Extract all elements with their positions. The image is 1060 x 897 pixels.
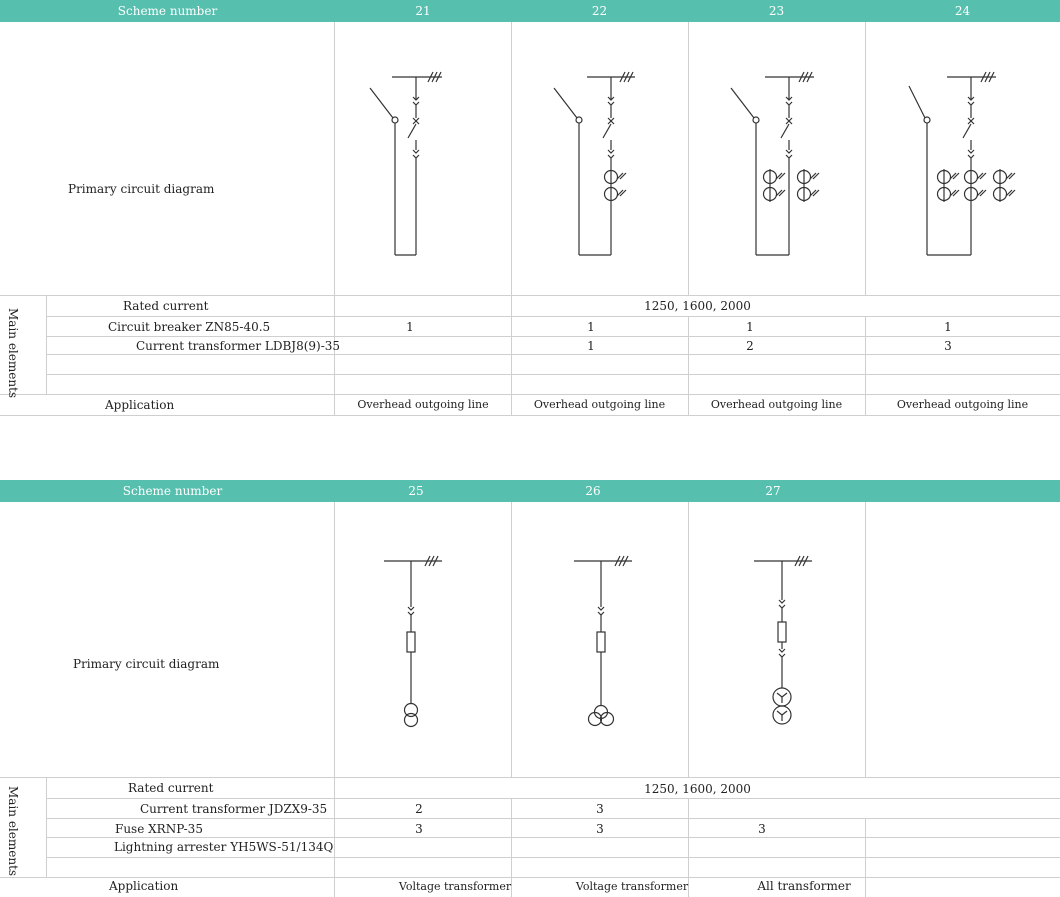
rated-current-label: Rated current — [128, 781, 214, 795]
application-value: Overhead outgoing line — [357, 398, 489, 411]
application-value: Overhead outgoing line — [533, 398, 666, 411]
scheme-number-26: 26 — [585, 484, 601, 498]
row-value: 1 — [587, 320, 595, 334]
scheme-table-2 — [0, 480, 1060, 897]
row-label-current-transformer: Current transformer JDZX9-35 — [140, 802, 328, 816]
row-value: 3 — [758, 822, 766, 836]
row-value: 2 — [746, 339, 754, 353]
row-value: 2 — [415, 802, 423, 816]
scheme-number-25: 25 — [408, 484, 424, 498]
header-label: Scheme number — [117, 4, 218, 18]
circuit-diagram-25 — [370, 552, 450, 732]
application-value: Voltage transformer — [575, 880, 689, 893]
application-value: All transformer — [757, 879, 851, 893]
circuit-diagram-26 — [560, 552, 640, 732]
application-value: Voltage transformer — [398, 880, 512, 893]
row-label-fuse: Fuse XRNP-35 — [115, 822, 203, 836]
row-value: 3 — [944, 339, 952, 353]
application-label: Application — [105, 398, 175, 412]
scheme-number-23: 23 — [768, 4, 785, 18]
diagram-label: Primary circuit diagram — [68, 182, 215, 196]
rated-current-value: 1250, 1600, 2000 — [644, 299, 751, 313]
table-header — [0, 480, 1060, 502]
row-value: 3 — [596, 802, 604, 816]
circuit-diagram-27 — [740, 552, 820, 732]
row-value: 1 — [944, 320, 952, 334]
row-value: 1 — [406, 320, 414, 334]
rated-current-label: Rated current — [123, 299, 209, 313]
application-value: Overhead outgoing line — [896, 398, 1029, 411]
scheme-number-22: 22 — [591, 4, 608, 18]
row-label-circuit-breaker: Circuit breaker ZN85-40.5 — [108, 320, 271, 334]
table-header — [0, 0, 1060, 22]
scheme-number-27: 27 — [765, 484, 781, 498]
application-label: Application — [109, 879, 179, 893]
circuit-diagram-24 — [900, 66, 1030, 266]
rated-current-value: 1250, 1600, 2000 — [644, 782, 751, 796]
row-value: 1 — [587, 339, 595, 353]
row-label-current-transformer: Current transformer LDBJ8(9)-35 — [136, 339, 341, 353]
main-elements-label: Main elements — [6, 786, 20, 877]
scheme-table-1 — [0, 0, 1060, 416]
circuit-diagram-23 — [720, 66, 830, 266]
row-value: 1 — [746, 320, 754, 334]
header-label: Scheme number — [122, 484, 223, 498]
row-value: 3 — [596, 822, 604, 836]
diagram-label: Primary circuit diagram — [73, 657, 220, 671]
scheme-number-21: 21 — [415, 4, 431, 18]
application-value: Overhead outgoing line — [710, 398, 843, 411]
circuit-diagram-21 — [360, 66, 460, 266]
row-value: 3 — [415, 822, 423, 836]
main-elements-label: Main elements — [6, 308, 20, 399]
scheme-number-24: 24 — [954, 4, 971, 18]
row-label-lightning-arrester: Lightning arrester YH5WS-51/134Q — [114, 840, 334, 854]
circuit-diagram-22 — [543, 66, 643, 266]
